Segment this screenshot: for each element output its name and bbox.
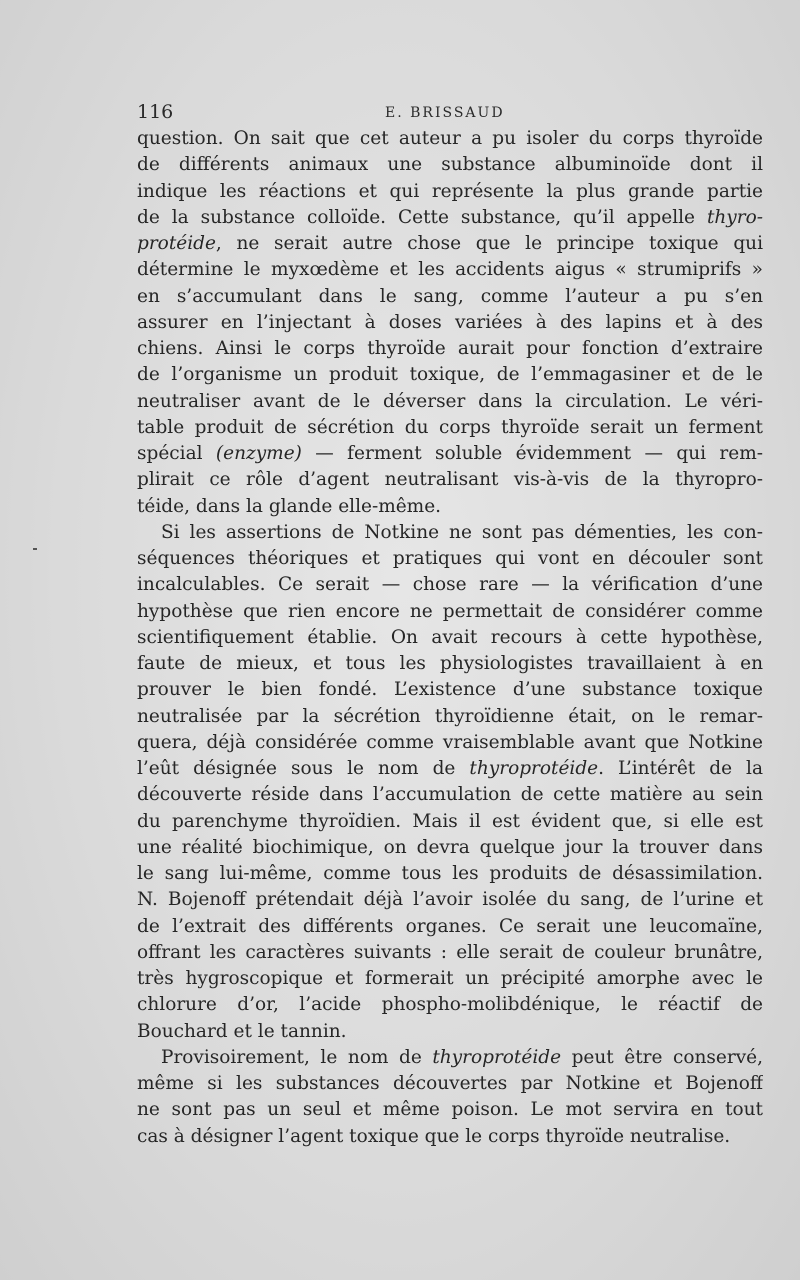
- text-line: [137, 599, 763, 625]
- text-line: [137, 625, 763, 651]
- text-run: de la substance colloïde. Cette substance, qu’il appelle: [137, 206, 707, 228]
- text-line: [137, 651, 763, 677]
- text-run: ne sont pas un seul et même poison. Le mot servira en tout: [137, 1099, 763, 1121]
- text-line: [137, 809, 763, 835]
- page-number: 116: [137, 101, 174, 123]
- text-line: [137, 362, 763, 388]
- text-line: [137, 992, 763, 1018]
- text-line: [137, 257, 763, 283]
- text-line: [137, 730, 763, 756]
- text-run: Bouchard et le tannin.: [137, 1020, 347, 1042]
- text-line: [137, 704, 763, 730]
- text-run: hypothèse que rien encore ne permettait de considérer comme: [137, 600, 763, 622]
- text-run: détermine le myxœdème et les accidents aigus « strumiprifs »: [137, 259, 763, 281]
- text-run: de l’organisme un produit toxique, de l’emmagasiner et de le: [137, 364, 763, 386]
- text-run: cas à désigner l’agent toxique que le corps thyroïde neutralise.: [137, 1125, 731, 1147]
- text-line: [137, 284, 763, 310]
- italic-term: protéide: [137, 233, 216, 254]
- body-text: [137, 126, 763, 1166]
- text-line: [137, 441, 763, 467]
- text-line: [137, 310, 763, 336]
- text-run: même si les substances découvertes par Notkine et Bojenoff: [137, 1073, 763, 1094]
- text-run: le sang lui-même, comme tous les produits de désassimilation.: [137, 863, 763, 884]
- italic-term: thyroprotéide: [469, 758, 599, 779]
- text-run: du parenchyme thyroïdien. Mais il est évident que, si elle est: [137, 810, 763, 832]
- text-run: table produit de sécrétion du corps thyroïde serait un ferment: [137, 416, 763, 438]
- text-line: [137, 966, 763, 992]
- text-run: découverte réside dans l’accumulation de cette matière au sein: [137, 784, 763, 806]
- text-line: [137, 887, 763, 913]
- text-line: [137, 152, 763, 178]
- text-run: — ferment soluble évidemment — qui rem-: [301, 443, 763, 464]
- margin-mark: [33, 548, 37, 550]
- text-run: faute de mieux, et tous les physiologistes travaillaient à en: [137, 653, 763, 674]
- text-run: chiens. Ainsi le corps thyroïde aurait pour fonction d’extraire: [137, 338, 763, 359]
- text-run: une réalité biochimique, on devra quelque jour la trouver dans: [137, 836, 763, 858]
- text-run: . L’intérêt de la: [598, 758, 763, 779]
- text-line: [137, 520, 763, 546]
- text-run: l’eût désignée sous le nom de: [137, 758, 470, 779]
- text-run: spécial: [137, 443, 216, 464]
- text-run: plirait ce rôle d’agent neutralisant vis-à-vis de la thyropro-: [137, 469, 763, 491]
- text-line: [137, 677, 763, 703]
- text-line: [137, 467, 763, 493]
- text-line: [137, 914, 763, 940]
- running-head: [137, 100, 763, 124]
- text-line: [137, 835, 763, 861]
- text-run: téide, dans la glande elle-même.: [137, 495, 442, 517]
- text-run: scientifiquement établie. On avait recours à cette hypothèse,: [137, 626, 763, 648]
- text-run: de différents animaux une substance albuminoïde dont il: [137, 154, 763, 176]
- text-run: prouver le bien fondé. L’existence d’une substance toxique: [137, 679, 763, 701]
- text-run: séquences théoriques et pratiques qui vont en découler sont: [137, 548, 763, 569]
- text-line: [137, 205, 763, 231]
- text-line: [137, 1124, 763, 1150]
- text-line: [137, 546, 763, 572]
- text-line: [137, 756, 763, 782]
- text-run: chlorure d’or, l’acide phospho-molibdénique, le réactif de: [137, 994, 763, 1016]
- text-run: question. On sait que cet auteur a pu isoler du corps thyroïde: [137, 128, 763, 149]
- text-line: [137, 940, 763, 966]
- text-run: Provisoirement, le nom de: [161, 1046, 433, 1068]
- text-run: assurer en l’injectant à doses variées à des lapins et à des: [137, 311, 763, 333]
- text-line: [137, 572, 763, 598]
- text-line: [137, 1097, 763, 1123]
- text-run: Si les assertions de Notkine ne sont pas démenties, les con-: [161, 521, 763, 543]
- text-line: [137, 231, 763, 257]
- text-run: de l’extrait des différents organes. Ce serait une leucomaïne,: [137, 915, 763, 937]
- text-line: [137, 494, 763, 520]
- text-line: [137, 1019, 763, 1045]
- text-run: peut être conservé,: [561, 1046, 763, 1068]
- text-line: [137, 1045, 763, 1071]
- italic-term: thyroprotéide: [432, 1046, 562, 1068]
- italic-term: (enzyme): [215, 443, 302, 464]
- text-line: [137, 389, 763, 415]
- text-run: quera, déjà considérée comme vraisemblable avant que Notkine: [137, 731, 763, 753]
- text-run: indique les réactions et qui représente la plus grande partie: [137, 180, 763, 202]
- text-line: [137, 126, 763, 152]
- text-run: en s’accumulant dans le sang, comme l’auteur a pu s’en: [137, 285, 763, 307]
- text-run: incalculables. Ce serait — chose rare — la vérification d’une: [137, 574, 763, 596]
- text-run: N. Bojenoff prétendait déjà l’avoir isolée du sang, de l’urine et: [137, 889, 763, 911]
- text-line: [137, 415, 763, 441]
- text-line: [137, 336, 763, 362]
- text-run: neutraliser avant de le déverser dans la circulation. Le véri-: [137, 390, 763, 412]
- text-run: , ne serait autre chose que le principe toxique qui: [215, 233, 763, 254]
- italic-term: thyro-: [706, 206, 763, 228]
- text-line: [137, 782, 763, 808]
- text-run: neutralisée par la sécrétion thyroïdienne était, on le remar-: [137, 705, 763, 727]
- text-line: [137, 179, 763, 205]
- text-run: très hygroscopique et formerait un précipité amorphe avec le: [137, 968, 763, 989]
- text-run: offrant les caractères suivants : elle serait de couleur brunâtre,: [137, 941, 763, 963]
- text-line: [137, 861, 763, 887]
- text-line: [137, 1071, 763, 1097]
- running-title: E. BRISSAUD: [385, 105, 505, 121]
